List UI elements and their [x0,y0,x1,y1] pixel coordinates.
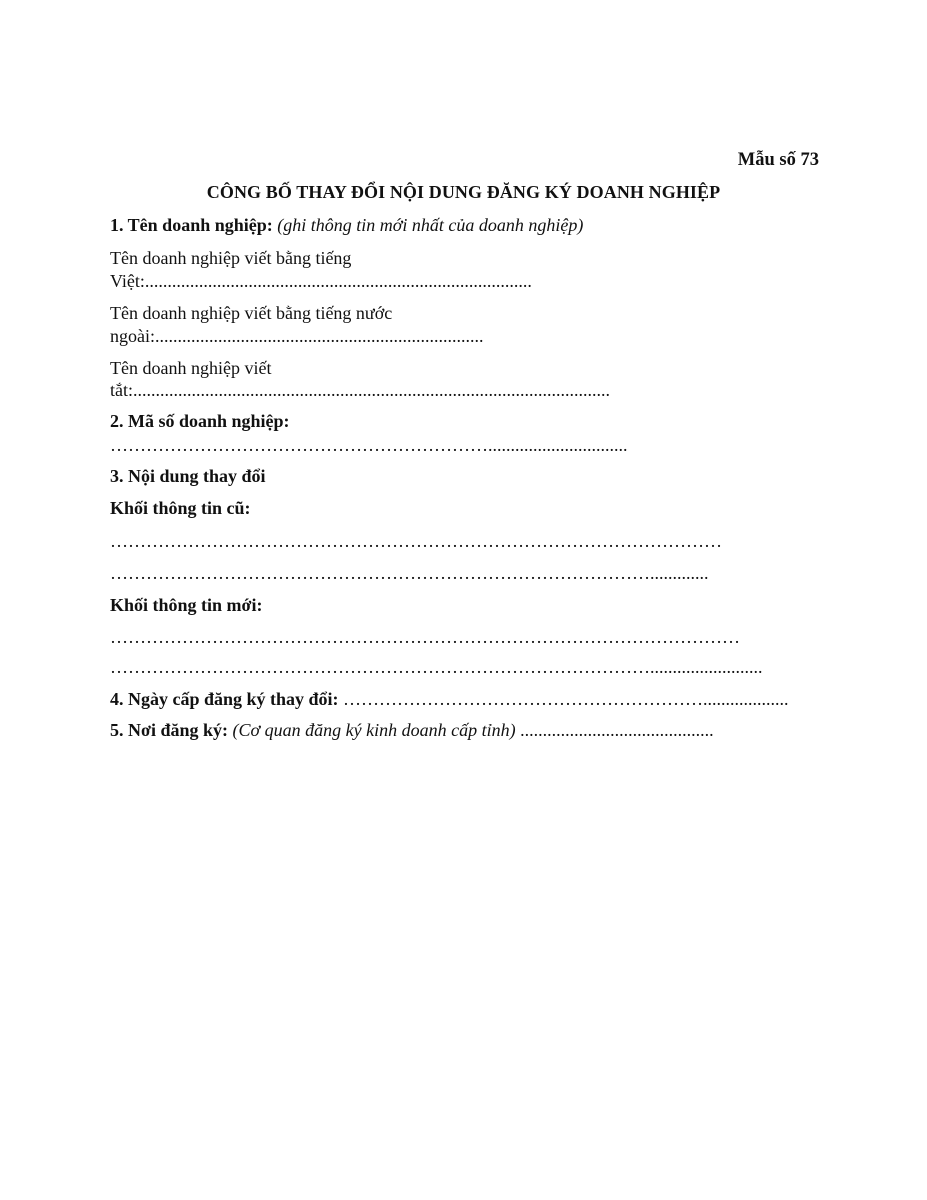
section-5-heading: 5. Nơi đăng ký: [110,720,228,740]
vn-name-label: Tên doanh nghiệp viết bằng tiếng [110,248,352,268]
section-4-heading: 4. Ngày cấp đăng ký thay đổi: [110,689,339,709]
section-3-heading: 3. Nội dung thay đổi [110,466,266,486]
enterprise-code-field[interactable]: ………………………………………………………............................... [110,435,628,455]
old-info-field-1[interactable]: ………………………………………………………………………………………… [110,531,722,551]
vn-name-field[interactable]: Việt:...................................................................................... [110,271,532,291]
new-info-field-2[interactable]: ………………………………………………………………………………......................... [110,657,763,677]
foreign-name-label: Tên doanh nghiệp viết bằng tiếng nước [110,303,393,323]
form-number: Mẫu số 73 [737,150,819,170]
new-info-field-1[interactable]: …………………………………………………………………………………………… [110,627,740,647]
document-title: CÔNG BỐ THAY ĐỔI NỘI DUNG ĐĂNG KÝ DOANH NGHIỆP [206,182,721,202]
short-name-label: Tên doanh nghiệp viết [110,358,272,378]
short-name-field[interactable]: tắt:.......................................................................................................... [110,380,610,400]
new-info-label: Khối thông tin mới: [110,595,263,615]
section-4-line [110,688,789,710]
old-info-field-2[interactable]: ………………………………………………………………………………............. [110,563,709,583]
section-2-heading: 2. Mã số doanh nghiệp: [110,411,290,431]
section-1-heading: 1. Tên doanh nghiệp: [110,215,273,235]
change-date-field[interactable]: ……………………………………………………................... [338,689,789,709]
section-1-line [110,214,583,236]
foreign-name-field[interactable]: ngoài:......................................................................... [110,326,484,346]
registration-place-field[interactable]: ........................................... [515,720,714,740]
section-5-note: (Cơ quan đăng ký kinh doanh cấp tỉnh) [228,720,516,740]
old-info-label: Khối thông tin cũ: [110,498,251,518]
section-5-line [110,719,714,741]
section-1-note: (ghi thông tin mới nhất của doanh nghiệp) [272,215,584,235]
